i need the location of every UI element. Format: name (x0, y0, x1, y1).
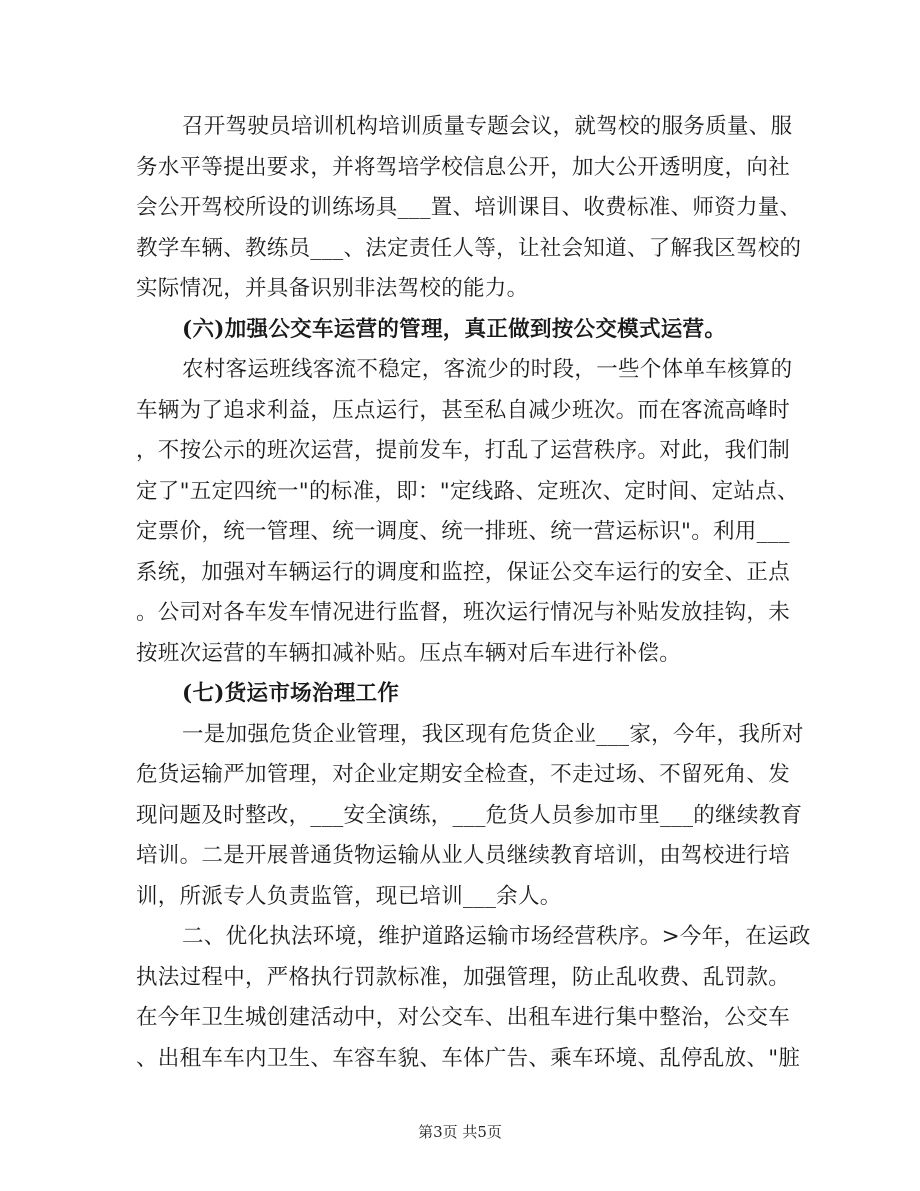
page-number: 第3页 共5页 (418, 1123, 502, 1141)
paragraph-line: 教学车辆、教练员___、法定责任人等，让社会知道、了解我区驾校的 (136, 235, 802, 261)
paragraph-line: 二、优化执法环境，维护道路运输市场经营秩序。>今年，在运政 (182, 924, 811, 949)
paragraph-line: ，不按公示的班次运营，提前发车，打乱了运营秩序。对此，我们制 (136, 438, 791, 463)
paragraph-line: 务水平等提出要求，并将驾培学校信息公开，加大公开透明度，向社 (136, 154, 791, 180)
paragraph-line: 系统，加强对车辆运行的调度和监控，保证公交车运行的安全、正点 (136, 559, 791, 585)
section-heading: (七)货运市场治理工作 (182, 681, 400, 706)
paragraph-line: 现问题及时整改，___安全演练，___危货人员参加市里___的继续教育 (136, 802, 803, 828)
section-heading: (六)加强公交车运营的管理，真正做到按公交模式运营。 (182, 316, 727, 342)
paragraph-line: 执法过程中，严格执行罚款标准，加强管理，防止乱收费、乱罚款。 (136, 964, 791, 990)
paragraph-line: 定了"五定四统一"的标准，即："定线路、定班次、定时间、定站点、 (136, 478, 799, 504)
paragraph-line: 培训。二是开展普通货物运输从业人员继续教育培训，由驾校进行培 (136, 843, 791, 868)
paragraph-line: 。公司对各车发车情况进行监督，班次运行情况与补贴发放挂钩，未 (136, 600, 791, 625)
paragraph-line: 会公开驾校所设的训练场具___置、培训课目、收费标准、师资力量、 (136, 195, 802, 220)
paragraph-line: 在今年卫生城创建活动中，对公交车、出租车进行集中整治，公交车 (136, 1005, 791, 1030)
paragraph-line: 、出租车车内卫生、车容车貌、车体广告、乘车环境、乱停乱放、"脏 (136, 1045, 801, 1071)
paragraph-line: 召开驾驶员培训机构培训质量专题会议，就驾校的服务质量、服 (182, 114, 793, 139)
paragraph-line: 危货运输严加管理，对企业定期安全检查，不走过场、不留死角、发 (136, 762, 791, 787)
paragraph-line: 农村客运班线客流不稳定，客流少的时段，一些个体单车核算的 (182, 357, 793, 382)
paragraph-line: 实际情况，并具备识别非法驾校的能力。 (136, 276, 529, 301)
paragraph-line: 车辆为了追求利益，压点运行，甚至私自减少班次。而在客流高峰时 (136, 397, 791, 423)
paragraph-line: 定票价，统一管理、统一调度、统一排班、统一营运标识"。利用___ (136, 519, 790, 544)
paragraph-line: 按班次运营的车辆扣减补贴。压点车辆对后车进行补偿。 (136, 640, 682, 666)
paragraph-line: 一是加强危货企业管理，我区现有危货企业___家，今年，我所对 (182, 721, 804, 747)
paragraph-line: 训，所派专人负责监管，现已培训___余人。 (136, 883, 562, 909)
